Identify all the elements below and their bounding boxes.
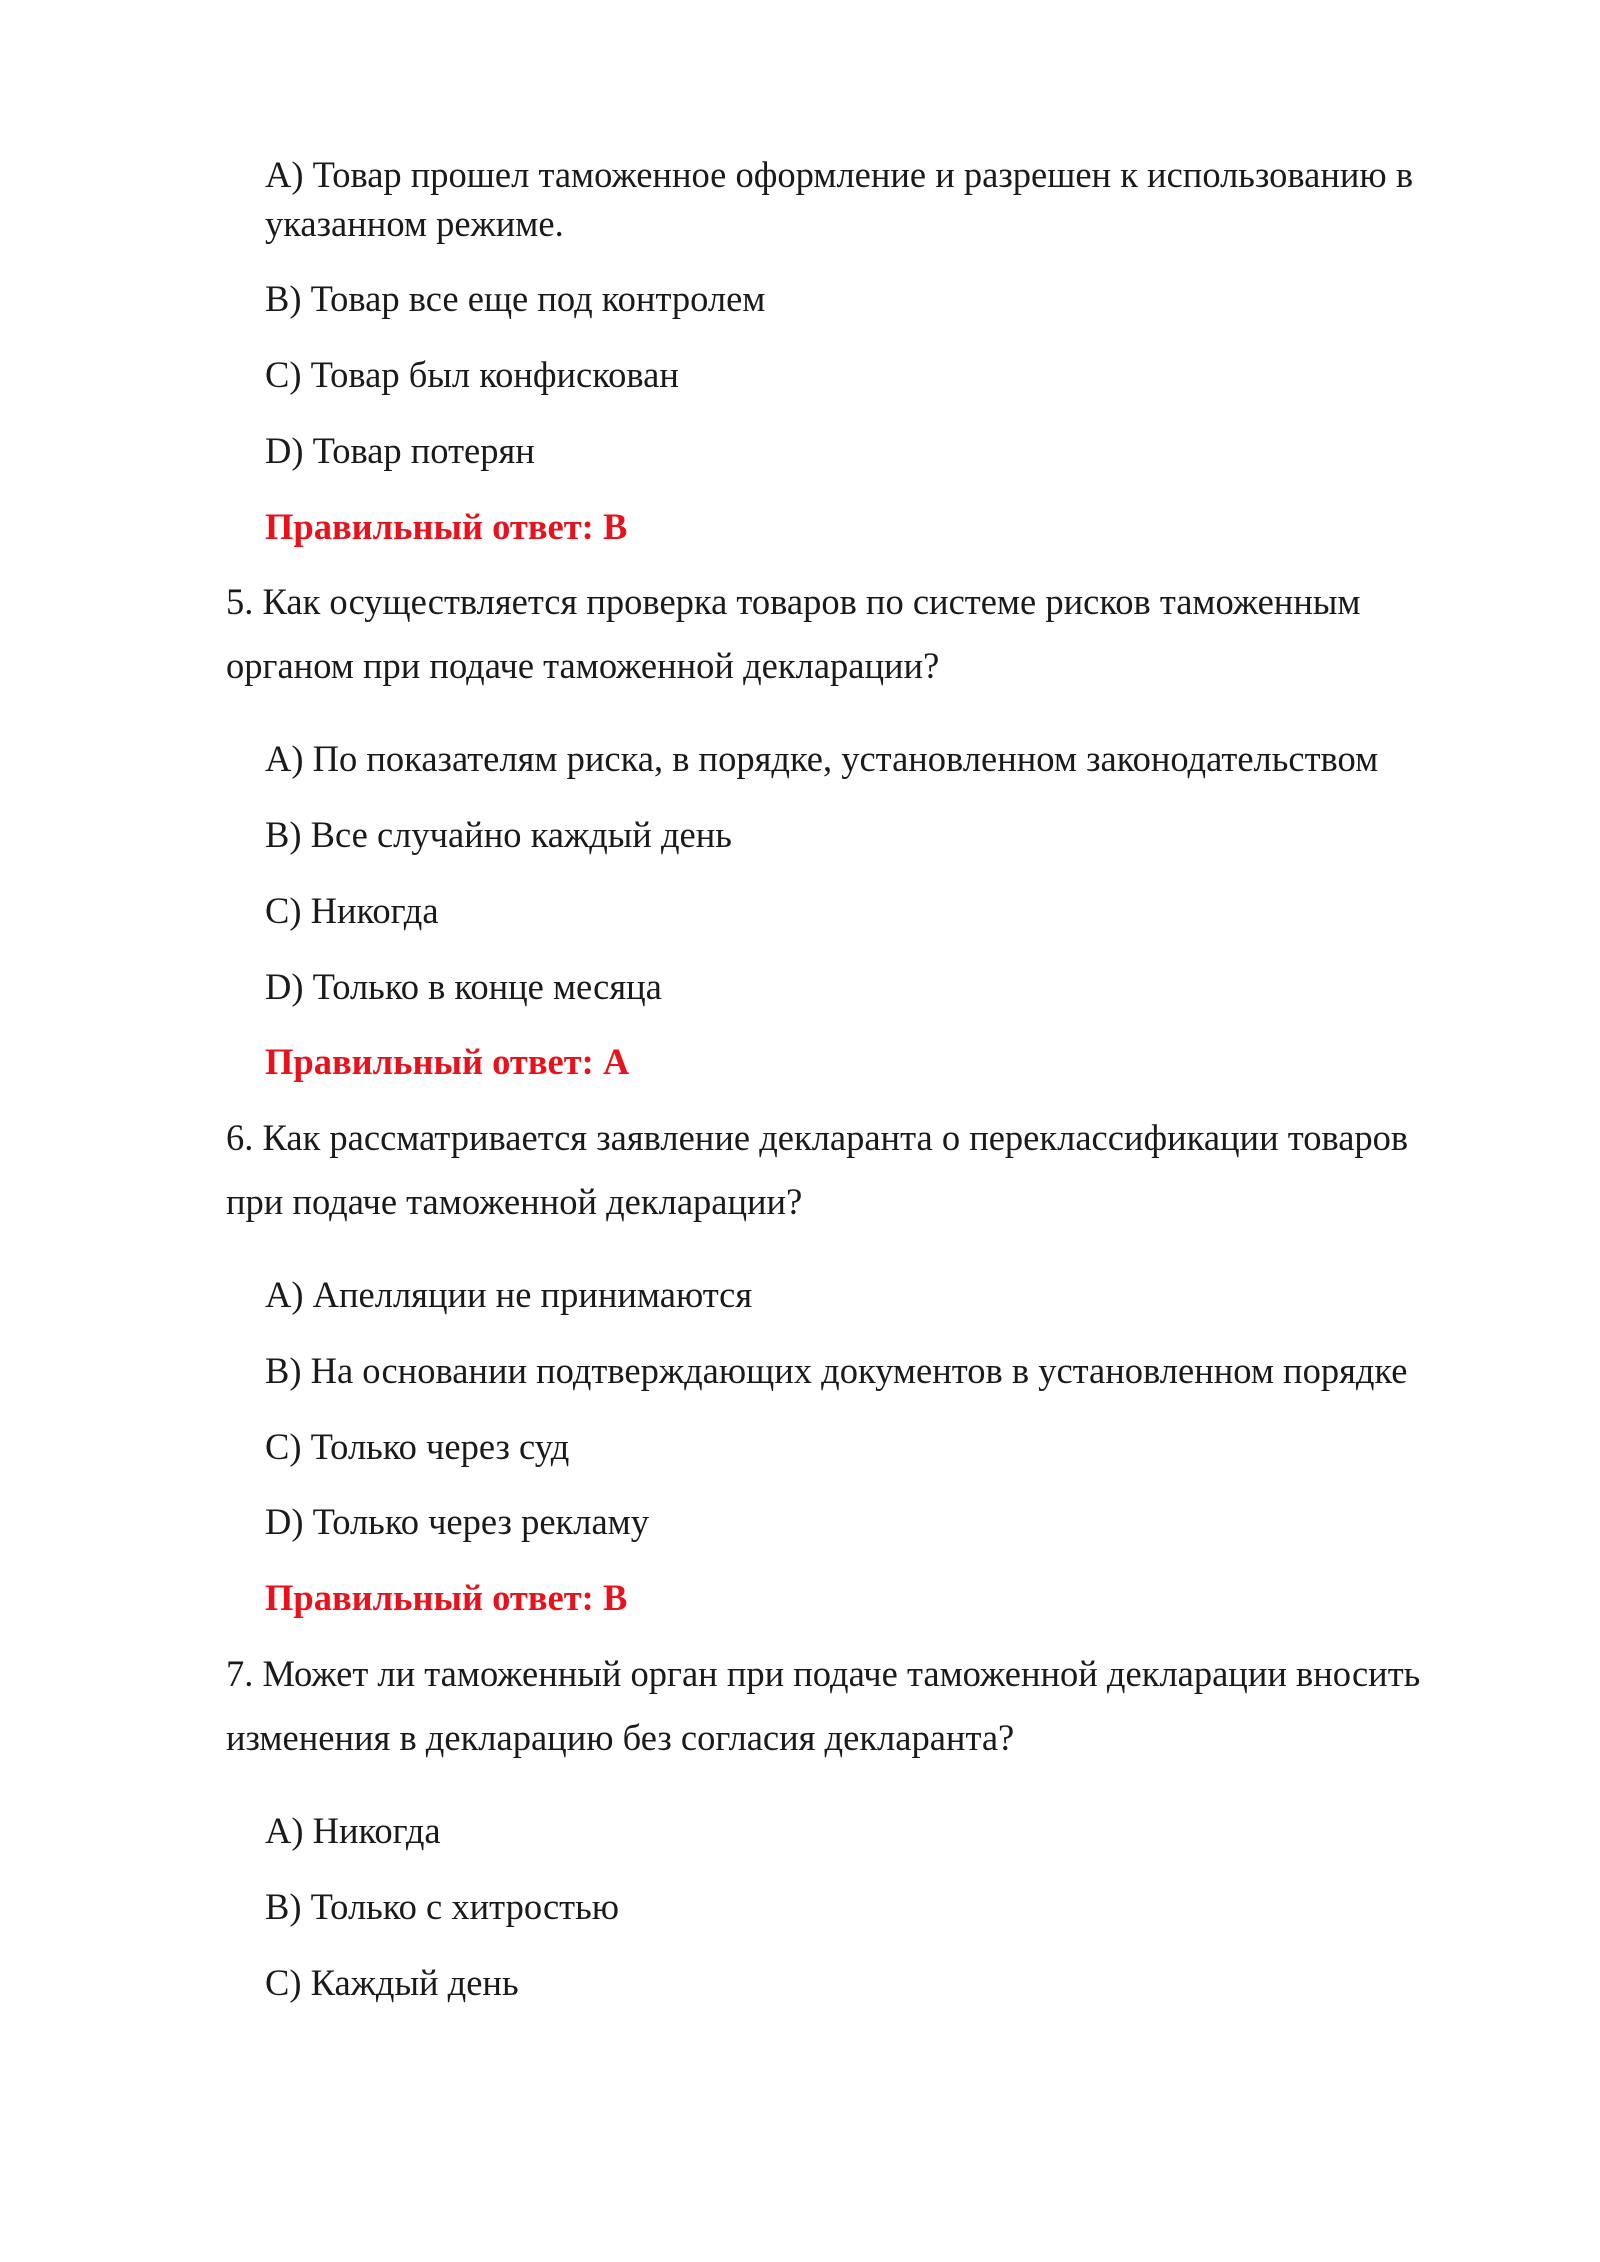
question-6-text: 6. Как рассматривается заявление декларанта о переклассификации товаров [226, 1117, 1409, 1158]
option-d: D) Товар потерян [265, 430, 535, 471]
option-a: A) Апелляции не принимаются [265, 1274, 753, 1315]
option-b: B) Все случайно каждый день [265, 814, 732, 855]
option-a: A) Товар прошел таможенное оформление и разрешен к использованию в [265, 154, 1414, 195]
option-b: B) На основании подтверждающих документов в установленном порядке [265, 1350, 1408, 1391]
option-b: B) Только с хитростью [265, 1886, 620, 1927]
option-a: A) По показателям риска, в порядке, установленном законодательством [265, 738, 1379, 779]
correct-answer: Правильный ответ: B [265, 506, 628, 547]
question-7-text-continuation: изменения в декларацию без согласия декларанта? [226, 1717, 1015, 1758]
option-c: C) Никогда [265, 890, 439, 931]
option-d: D) Только в конце месяца [265, 966, 662, 1007]
option-a-continuation: указанном режиме. [265, 203, 564, 244]
question-5-text: 5. Как осуществляется проверка товаров по системе рисков таможенным [226, 581, 1361, 622]
option-d: D) Только через рекламу [265, 1501, 650, 1542]
question-7-text: 7. Может ли таможенный орган при подаче таможенной декларации вносить [226, 1653, 1421, 1694]
option-b: B) Товар все еще под контролем [265, 278, 766, 319]
option-c: C) Каждый день [265, 1962, 519, 2003]
question-6-text-continuation: при подаче таможенной декларации? [226, 1181, 803, 1222]
correct-answer: Правильный ответ: A [265, 1041, 630, 1082]
option-c: C) Товар был конфискован [265, 354, 679, 395]
question-5-text-continuation: органом при подаче таможенной декларации? [226, 645, 940, 686]
option-c: C) Только через суд [265, 1426, 570, 1467]
option-a: A) Никогда [265, 1810, 441, 1851]
correct-answer: Правильный ответ: B [265, 1577, 628, 1618]
